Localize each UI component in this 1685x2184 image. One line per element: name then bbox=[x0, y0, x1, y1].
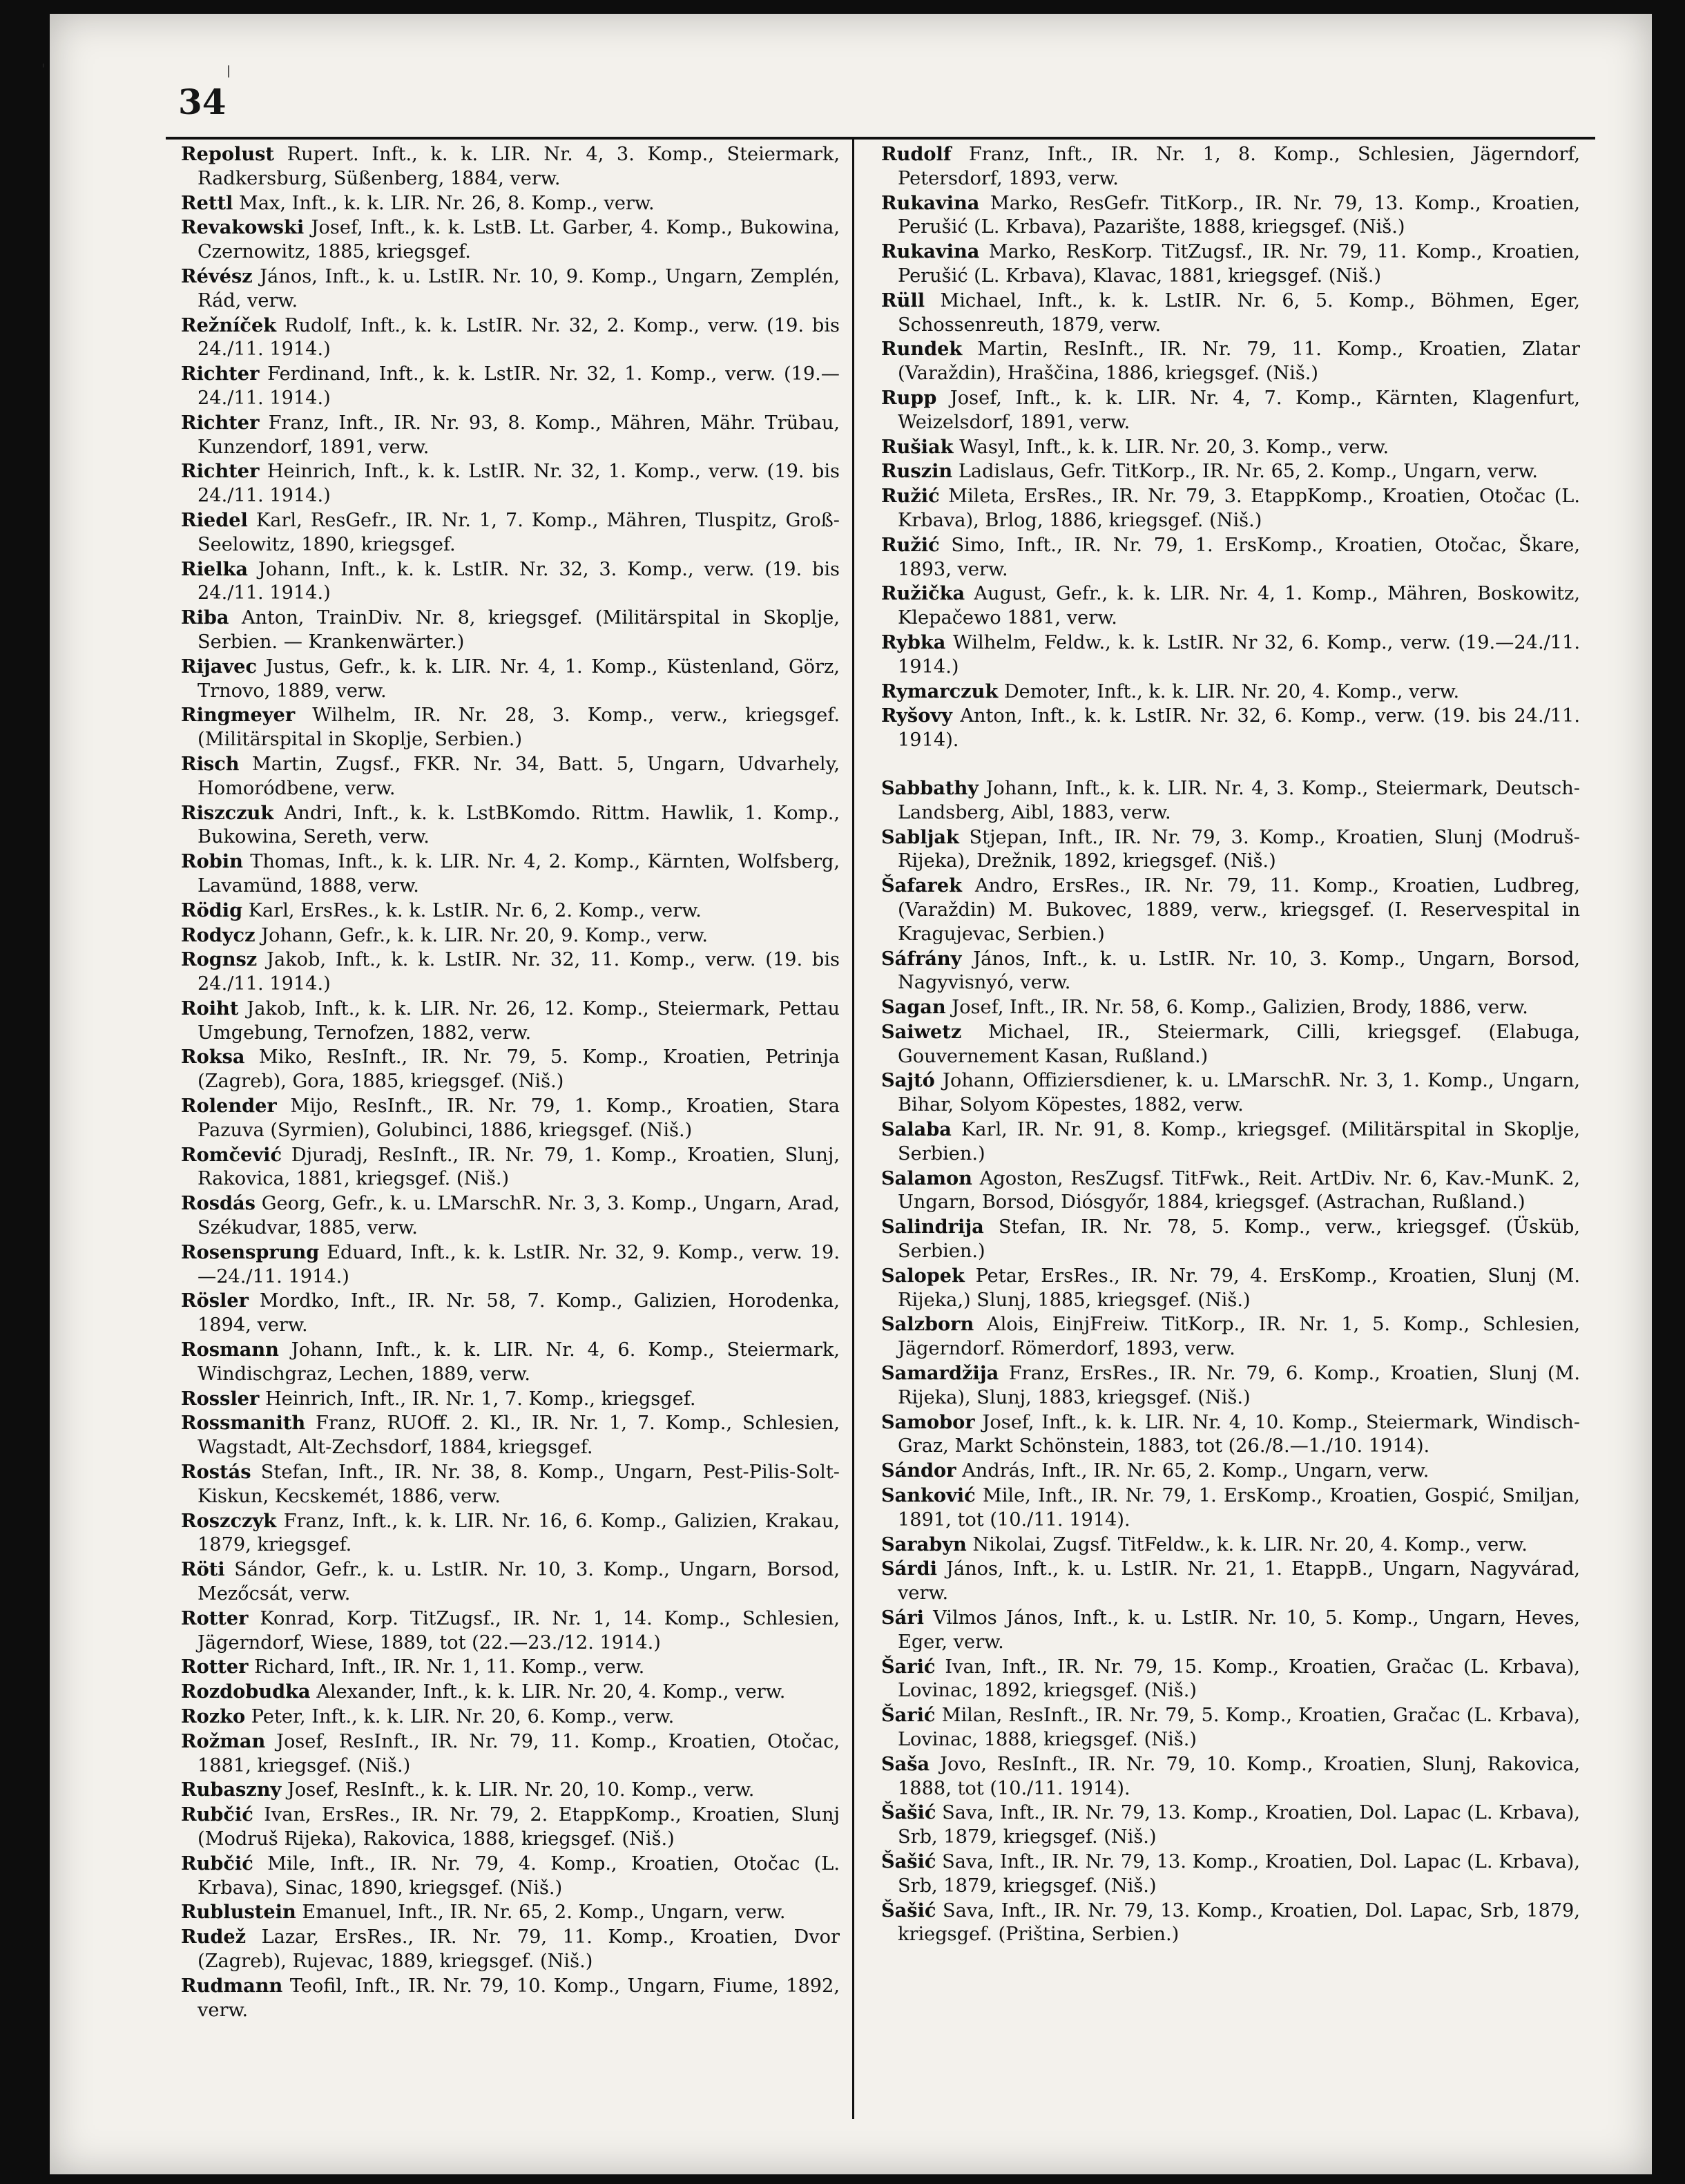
entry-surname: Rozdobudka bbox=[181, 1680, 311, 1703]
entry-details: Jakob, Inft., k. k. LIR. Nr. 26, 12. Komp., Steiermark, Pettau Umgebung, Ternofzen, 1882, verw. bbox=[198, 997, 840, 1044]
entry-surname: Sabljak bbox=[881, 825, 959, 848]
right-column-r-entries bbox=[881, 142, 1580, 753]
register-entry bbox=[881, 459, 1580, 484]
register-entry bbox=[181, 1094, 840, 1143]
entry-surname: Rognsz bbox=[181, 948, 258, 971]
entry-details: Agoston, ResZugsf. TitFwk., Reit. ArtDiv. Nr. 6, Kav.-MunK. 2, Ungarn, Borsod, Diósgyőr, 1884, kriegsgef. (Astrachan, Rußland.) bbox=[898, 1167, 1580, 1214]
entry-details: Djuradj, ResInft., IR. Nr. 79, 1. Komp., Kroatien, Slunj, Rakovica, 1881, kriegsgef. (Niš.) bbox=[198, 1144, 840, 1190]
register-entry bbox=[181, 1778, 840, 1803]
entry-details: Josef, Inft., k. k. LstB. Lt. Garber, 4. Komp., Bukowina, Czernowitz, 1885, kriegsgef. bbox=[198, 217, 840, 263]
register-entry bbox=[881, 947, 1580, 996]
entry-details: Johann, Inft., k. k. LIR. Nr. 4, 3. Komp., Steiermark, Deutsch-Landsberg, Aibl, 1883, verw. bbox=[898, 777, 1580, 823]
register-entry bbox=[181, 142, 840, 191]
register-entry bbox=[881, 825, 1580, 874]
entry-details: Andro, ErsRes., IR. Nr. 79, 11. Komp., Kroatien, Ludbreg, (Varaždin) M. Bukovec, 1889, verw., kriegsgef. (I. Reservespital in Kragujevac, Serbien.) bbox=[898, 875, 1580, 945]
register-entry bbox=[181, 557, 840, 606]
register-entry bbox=[181, 606, 840, 655]
left-column bbox=[181, 142, 840, 2022]
entry-details: Marko, ResKorp. TitZugsf., IR. Nr. 79, 11. Komp., Kroatien, Perušić (L. Krbava), Klavac, 1881, kriegsgef. (Niš.) bbox=[898, 241, 1580, 287]
entry-surname: Rybka bbox=[881, 631, 946, 653]
entry-surname: Rubaszny bbox=[181, 1779, 282, 1801]
entry-surname: Sári bbox=[881, 1607, 924, 1629]
entry-surname: Ružička bbox=[881, 582, 965, 605]
register-entry bbox=[881, 1215, 1580, 1264]
entry-surname: Rösler bbox=[181, 1290, 249, 1312]
entry-surname: Riedel bbox=[181, 508, 248, 531]
entry-details: Heinrich, Inft., IR. Nr. 1, 7. Komp., kriegsgef. bbox=[259, 1388, 696, 1410]
entry-details: Karl, ErsRes., k. k. LstIR. Nr. 6, 2. Komp., verw. bbox=[242, 899, 702, 921]
register-entry bbox=[181, 1338, 840, 1387]
register-entry bbox=[181, 314, 840, 363]
register-entry bbox=[881, 1703, 1580, 1752]
register-entry bbox=[881, 874, 1580, 946]
register-entry bbox=[881, 776, 1580, 825]
entry-details: Mijo, ResInft., IR. Nr. 79, 1. Komp., Kroatien, Stara Pazuva (Syrmien), Golubinci, 1886, kriegsgef. (Niš.) bbox=[198, 1095, 840, 1141]
register-entry bbox=[181, 1387, 840, 1412]
entry-details: András, Inft., IR. Nr. 65, 2. Komp., Ungarn, verw. bbox=[956, 1460, 1429, 1482]
entry-details: Mile, Inft., IR. Nr. 79, 1. ErsKomp., Kroatien, Gospić, Smiljan, 1891, tot (10./11. 1914). bbox=[898, 1485, 1580, 1531]
register-entry bbox=[881, 995, 1580, 1020]
entry-details: Stefan, IR. Nr. 78, 5. Komp., verw., kriegsgef. (Üsküb, Serbien.) bbox=[898, 1216, 1580, 1263]
entry-details: Milan, ResInft., IR. Nr. 79, 5. Komp., Kroatien, Gračac (L. Krbava), Lovinac, 1888, kriegsgef. (Niš.) bbox=[898, 1705, 1580, 1750]
entry-surname: Sanković bbox=[881, 1484, 976, 1507]
entry-surname: Salamon bbox=[881, 1167, 972, 1189]
entry-surname: Rublustein bbox=[181, 1901, 296, 1924]
entry-details: Demoter, Inft., k. k. LIR. Nr. 20, 4. Komp., verw. bbox=[998, 680, 1460, 702]
entry-details: Johann, Inft., k. k. LstIR. Nr. 32, 3. Komp., verw. (19. bis 24./11. 1914.) bbox=[198, 558, 840, 604]
register-entry bbox=[881, 1557, 1580, 1606]
register-entry bbox=[881, 240, 1580, 289]
register-entry bbox=[181, 215, 840, 265]
entry-surname: Salopek bbox=[881, 1264, 965, 1287]
register-entry bbox=[881, 1459, 1580, 1484]
entry-details: Lazar, ErsRes., IR. Nr. 79, 11. Komp., Kroatien, Dvor (Zagreb), Rujevac, 1889, kriegsgef. (Niš.) bbox=[198, 1926, 840, 1972]
entry-details: Martin, Zugsf., FKR. Nr. 34, Batt. 5, Ungarn, Udvarhely, Homoródbene, verw. bbox=[198, 753, 840, 799]
entry-details: Thomas, Inft., k. k. LIR. Nr. 4, 2. Komp., Kärnten, Wolfsberg, Lavamünd, 1888, verw. bbox=[198, 851, 840, 897]
register-entry bbox=[881, 582, 1580, 631]
register-entry bbox=[181, 265, 840, 314]
register-entry bbox=[881, 1069, 1580, 1118]
register-entry bbox=[881, 1899, 1580, 1948]
register-entry bbox=[181, 1558, 840, 1607]
entry-details: Mordko, Inft., IR. Nr. 58, 7. Komp., Galizien, Horodenka, 1894, verw. bbox=[198, 1290, 840, 1337]
entry-surname: Rudež bbox=[181, 1926, 247, 1948]
entry-details: Josef, ResInft., IR. Nr. 79, 11. Komp., Kroatien, Otočac, 1881, kriegsgef. (Niš.) bbox=[198, 1730, 840, 1776]
entry-surname: Roszczyk bbox=[181, 1509, 277, 1532]
entry-surname: Riszczuk bbox=[181, 801, 274, 824]
register-entry bbox=[181, 1730, 840, 1779]
entry-details: Franz, Inft., k. k. LIR. Nr. 16, 6. Komp., Galizien, Krakau, 1879, kriegsgef. bbox=[198, 1510, 840, 1556]
register-entry bbox=[181, 508, 840, 557]
register-entry bbox=[181, 1655, 840, 1680]
register-entry bbox=[881, 1655, 1580, 1704]
entry-surname: Repolust bbox=[181, 143, 274, 165]
entry-surname: Rossler bbox=[181, 1387, 260, 1410]
scan-speck: ' bbox=[41, 61, 46, 77]
entry-surname: Sabbathy bbox=[881, 776, 979, 799]
register-entry bbox=[181, 1925, 840, 1974]
register-entry bbox=[881, 289, 1580, 338]
entry-details: Alexander, Inft., k. k. LIR. Nr. 20, 4. Komp., verw. bbox=[310, 1681, 786, 1703]
entry-details: Johann, Inft., k. k. LIR. Nr. 4, 6. Komp., Steiermark, Windischgraz, Lechen, 1889, verw. bbox=[198, 1339, 840, 1385]
entry-details: Michael, IR., Steiermark, Cilli, kriegsgef. (Elabuga, Gouvernement Kasan, Rußland.) bbox=[898, 1021, 1580, 1067]
entry-details: Justus, Gefr., k. k. LIR. Nr. 4, 1. Komp., Küstenland, Görz, Trnovo, 1889, verw. bbox=[198, 655, 840, 702]
entry-details: Simo, Inft., IR. Nr. 79, 1. ErsKomp., Kroatien, Otočac, Škare, 1893, verw. bbox=[898, 534, 1580, 580]
register-entry bbox=[181, 1509, 840, 1558]
entry-surname: Rymarczuk bbox=[881, 680, 999, 702]
register-entry bbox=[181, 1974, 840, 2023]
entry-surname: Risch bbox=[181, 752, 240, 775]
entry-surname: Rosmann bbox=[181, 1339, 279, 1361]
entry-surname: Rupp bbox=[881, 386, 937, 409]
register-entry bbox=[181, 997, 840, 1046]
entry-details: August, Gefr., k. k. LIR. Nr. 4, 1. Komp., Mähren, Boskowitz, Klepačewo 1881, verw. bbox=[898, 583, 1580, 629]
entry-surname: Richter bbox=[181, 460, 260, 483]
entry-surname: Sáfrány bbox=[881, 947, 962, 970]
register-entry bbox=[181, 459, 840, 508]
entry-surname: Rukavina bbox=[881, 240, 980, 263]
register-entry bbox=[181, 948, 840, 997]
register-entry bbox=[881, 1752, 1580, 1801]
entry-surname: Rossmanith bbox=[181, 1412, 306, 1435]
entry-surname: Rušiak bbox=[881, 435, 954, 458]
entry-surname: Ružić bbox=[881, 533, 940, 556]
entry-surname: Rodycz bbox=[181, 923, 256, 946]
entry-surname: Révész bbox=[181, 265, 253, 287]
entry-surname: Salaba bbox=[881, 1118, 952, 1141]
entry-surname: Rolender bbox=[181, 1095, 277, 1118]
entry-surname: Richter bbox=[181, 363, 260, 385]
entry-surname: Röti bbox=[181, 1558, 225, 1581]
entry-details: Josef, Inft., k. k. LIR. Nr. 4, 7. Komp., Kärnten, Klagenfurt, Weizelsdorf, 1891, verw. bbox=[898, 387, 1580, 433]
entry-surname: Rostás bbox=[181, 1461, 251, 1484]
entry-details: Richard, Inft., IR. Nr. 1, 11. Komp., verw. bbox=[248, 1656, 645, 1678]
register-entry bbox=[881, 337, 1580, 386]
entry-details: Franz, Inft., IR. Nr. 93, 8. Komp., Mähren, Mähr. Trübau, Kunzendorf, 1891, verw. bbox=[198, 412, 840, 458]
register-entry bbox=[881, 142, 1580, 191]
entry-surname: Šašić bbox=[881, 1801, 936, 1824]
right-column bbox=[881, 142, 1580, 1947]
entry-details: Teofil, Inft., IR. Nr. 79, 10. Komp., Ungarn, Fiume, 1892, verw. bbox=[198, 1975, 840, 2021]
entry-details: Rudolf, Inft., k. k. LstIR. Nr. 32, 2. Komp., verw. (19. bis 24./11. 1914.) bbox=[198, 314, 840, 361]
entry-surname: Ružić bbox=[881, 485, 940, 508]
entry-surname: Rubčić bbox=[181, 1803, 253, 1826]
entry-details: Konrad, Korp. TitZugsf., IR. Nr. 1, 14. Komp., Schlesien, Jägerndorf, Wiese, 1889, tot (22.—23./12. 1914.) bbox=[198, 1607, 840, 1654]
entry-details: János, Inft., k. u. LstIR. Nr. 21, 1. EtappB., Ungarn, Nagyvárad, verw. bbox=[898, 1558, 1580, 1605]
entry-details: János, Inft., k. u. LstIR. Nr. 10, 9. Komp., Ungarn, Zemplén, Rád, verw. bbox=[198, 265, 840, 312]
entry-details: Max, Inft., k. k. LIR. Nr. 26, 8. Komp., verw. bbox=[233, 192, 655, 214]
entry-details: Stefan, Inft., IR. Nr. 38, 8. Komp., Ungarn, Pest-Pilis-Solt-Kiskun, Kecskemét, 1886, verw. bbox=[198, 1462, 840, 1507]
register-entry bbox=[181, 850, 840, 899]
entry-details: Rupert. Inft., k. k. LIR. Nr. 4, 3. Komp., Steiermark, Radkersburg, Süßenberg, 1884, verw. bbox=[198, 144, 840, 189]
register-entry bbox=[181, 899, 840, 923]
entry-details: Ladislaus, Gefr. TitKorp., IR. Nr. 65, 2. Komp., Ungarn, verw. bbox=[952, 461, 1539, 483]
register-entry bbox=[181, 411, 840, 460]
register-entry bbox=[881, 1118, 1580, 1167]
register-entry bbox=[881, 1801, 1580, 1850]
register-entry bbox=[181, 655, 840, 704]
entry-details: Johann, Gefr., k. k. LIR. Nr. 20, 9. Komp., verw. bbox=[255, 924, 709, 946]
entry-details: Josef, Inft., k. k. LIR. Nr. 4, 10. Komp., Steiermark, Windisch-Graz, Markt Schönstein, 1883, tot (26./8.—1./10. 1914). bbox=[898, 1411, 1580, 1457]
register-entry bbox=[881, 1484, 1580, 1533]
register-entry bbox=[181, 752, 840, 801]
entry-surname: Rožman bbox=[181, 1730, 266, 1752]
entry-details: Josef, ResInft., k. k. LIR. Nr. 20, 10. Komp., verw. bbox=[281, 1779, 755, 1801]
register-entry bbox=[181, 191, 840, 216]
entry-details: Andri, Inft., k. k. LstBKomdo. Rittm. Hawlik, 1. Komp., Bukowina, Sereth, verw. bbox=[198, 802, 840, 848]
entry-surname: Salzborn bbox=[881, 1313, 974, 1336]
entry-details: Nikolai, Zugsf. TitFeldw., k. k. LIR. Nr. 20, 4. Komp., verw. bbox=[966, 1533, 1528, 1555]
register-entry bbox=[881, 1361, 1580, 1410]
entry-details: Eduard, Inft., k. k. LstIR. Nr. 32, 9. Komp., verw. 19.—24./11. 1914.) bbox=[198, 1241, 840, 1287]
register-entry bbox=[181, 1803, 840, 1852]
entry-details: Peter, Inft., k. k. LIR. Nr. 20, 6. Komp., verw. bbox=[245, 1706, 675, 1727]
entry-surname: Rozko bbox=[181, 1705, 246, 1727]
register-entry bbox=[881, 1850, 1580, 1899]
entry-surname: Rosensprung bbox=[181, 1241, 320, 1263]
entry-details: Josef, Inft., IR. Nr. 58, 6. Komp., Galizien, Brody, 1886, verw. bbox=[945, 997, 1528, 1019]
entry-surname: Šarić bbox=[881, 1655, 936, 1678]
register-entry bbox=[181, 1045, 840, 1094]
entry-surname: Saiwetz bbox=[881, 1020, 962, 1043]
register-entry bbox=[881, 484, 1580, 533]
register-entry bbox=[181, 1460, 840, 1509]
entry-surname: Rödig bbox=[181, 899, 243, 921]
register-entry bbox=[881, 1312, 1580, 1361]
entry-surname: Samobor bbox=[881, 1410, 975, 1433]
entry-details: Franz, Inft., IR. Nr. 1, 8. Komp., Schlesien, Jägerndorf, Petersdorf, 1893, verw. bbox=[898, 144, 1580, 189]
entry-details: Alois, EinjFreiw. TitKorp., IR. Nr. 1, 5. Komp., Schlesien, Jägerndorf. Römerdorf, 1893, verw. bbox=[898, 1314, 1580, 1360]
entry-surname: Ryšovy bbox=[881, 705, 952, 727]
entry-details: Franz, ErsRes., IR. Nr. 79, 6. Komp., Kroatien, Slunj (M. Rijeka), Slunj, 1883, kriegsgef. (Niš.) bbox=[898, 1363, 1580, 1408]
entry-surname: Rudolf bbox=[881, 143, 952, 165]
entry-surname: Saša bbox=[881, 1752, 930, 1775]
entry-details: Wasyl, Inft., k. k. LIR. Nr. 20, 3. Komp., verw. bbox=[953, 436, 1389, 458]
entry-surname: Rüll bbox=[881, 289, 925, 312]
entry-surname: Šafarek bbox=[881, 874, 963, 897]
column-divider bbox=[852, 137, 854, 2119]
entry-surname: Rotter bbox=[181, 1656, 249, 1678]
page-number: 34 bbox=[178, 82, 227, 122]
entry-surname: Ruszin bbox=[881, 460, 953, 483]
entry-details: Petar, ErsRes., IR. Nr. 79, 4. ErsKomp., Kroatien, Slunj (M. Rijeka,) Slunj, 1885, kriegsgef. (Niš.) bbox=[898, 1265, 1580, 1311]
entry-details: Karl, IR. Nr. 91, 8. Komp., kriegsgef. (Militärspital in Skoplje, Serbien.) bbox=[898, 1119, 1580, 1165]
entry-details: Marko, ResGefr. TitKorp., IR. Nr. 79, 13. Komp., Kroatien, Perušić (L. Krbava), Pazarište, 1888, kriegsgef. (Niš.) bbox=[898, 192, 1580, 238]
scan-speck: | bbox=[227, 64, 231, 78]
entry-surname: Rubčić bbox=[181, 1852, 253, 1875]
entry-details: Martin, ResInft., IR. Nr. 79, 11. Komp., Kroatien, Zlatar (Varaždin), Hraščina, 1886, kriegsgef. (Niš.) bbox=[898, 338, 1580, 385]
entry-details: Sava, Inft., IR. Nr. 79, 13. Komp., Kroatien, Dol. Lapac (L. Krbava), Srb, 1879, kriegsgef. (Niš.) bbox=[898, 1850, 1580, 1897]
entry-details: Georg, Gefr., k. u. LMarschR. Nr. 3, 3. Komp., Ungarn, Arad, Székudvar, 1885, verw. bbox=[198, 1193, 840, 1239]
entry-surname: Salindrija bbox=[881, 1216, 984, 1238]
entry-surname: Robin bbox=[181, 850, 243, 873]
entry-details: Sándor, Gefr., k. u. LstIR. Nr. 10, 3. Komp., Ungarn, Borsod, Mezőcsát, verw. bbox=[198, 1559, 840, 1605]
register-entry bbox=[881, 1606, 1580, 1655]
register-entry bbox=[881, 631, 1580, 680]
entry-surname: Šašić bbox=[881, 1899, 936, 1922]
entry-details: Wilhelm, Feldw., k. k. LstIR. Nr 32, 6. Komp., verw. (19.—24./11. 1914.) bbox=[898, 631, 1580, 678]
entry-details: Sava, Inft., IR. Nr. 79, 13. Komp., Kroatien, Dol. Lapac, Srb, 1879, kriegsgef. (Priština, Serbien.) bbox=[898, 1899, 1580, 1946]
entry-surname: Rielka bbox=[181, 557, 249, 580]
register-entry bbox=[881, 533, 1580, 582]
entry-surname: Režníček bbox=[181, 314, 277, 336]
entry-surname: Roksa bbox=[181, 1046, 245, 1069]
register-entry bbox=[881, 1533, 1580, 1558]
entry-surname: Sándor bbox=[881, 1459, 956, 1482]
entry-surname: Ringmeyer bbox=[181, 704, 296, 727]
entry-details: Sava, Inft., IR. Nr. 79, 13. Komp., Kroatien, Dol. Lapac (L. Krbava), Srb, 1879, kriegsgef. (Niš.) bbox=[898, 1802, 1580, 1848]
entry-details: Miko, ResInft., IR. Nr. 79, 5. Komp., Kroatien, Petrinja (Zagreb), Gora, 1885, kriegsgef. (Niš.) bbox=[198, 1046, 840, 1093]
section-gap bbox=[881, 753, 1580, 776]
entry-surname: Sarabyn bbox=[881, 1533, 967, 1555]
register-entry bbox=[181, 1852, 840, 1901]
entry-surname: Rosdás bbox=[181, 1192, 256, 1215]
register-entry bbox=[881, 704, 1580, 753]
register-entry bbox=[181, 923, 840, 948]
register-entry bbox=[181, 1191, 840, 1241]
entry-surname: Šarić bbox=[881, 1704, 936, 1727]
entry-surname: Roiht bbox=[181, 997, 239, 1019]
entry-details: Emanuel, Inft., IR. Nr. 65, 2. Komp., Ungarn, verw. bbox=[296, 1902, 786, 1924]
entry-details: Heinrich, Inft., k. k. LstIR. Nr. 32, 1. Komp., verw. (19. bis 24./11. 1914.) bbox=[198, 461, 840, 507]
register-entry bbox=[181, 1143, 840, 1192]
register-entry bbox=[181, 1289, 840, 1338]
register-entry bbox=[181, 362, 840, 411]
entry-details: Wilhelm, IR. Nr. 28, 3. Komp., verw., kriegsgef. (Militärspital in Skoplje, Serbien.) bbox=[198, 705, 840, 751]
entry-details: János, Inft., k. u. LstIR. Nr. 10, 3. Komp., Ungarn, Borsod, Nagyvisnyó, verw. bbox=[898, 948, 1580, 994]
entry-surname: Romčević bbox=[181, 1143, 282, 1166]
register-entry bbox=[881, 1264, 1580, 1313]
header-rule bbox=[166, 137, 1595, 140]
register-entry bbox=[181, 1705, 840, 1730]
register-entry bbox=[881, 191, 1580, 240]
register-entry bbox=[181, 1680, 840, 1705]
register-entry bbox=[881, 1020, 1580, 1069]
entry-details: Vilmos János, Inft., k. u. LstIR. Nr. 10, 5. Komp., Ungarn, Heves, Eger, verw. bbox=[898, 1607, 1580, 1653]
entry-details: Ivan, Inft., IR. Nr. 79, 15. Komp., Kroatien, Gračac (L. Krbava), Lovinac, 1892, kriegsgef. (Niš.) bbox=[898, 1656, 1580, 1702]
entry-surname: Rotter bbox=[181, 1607, 249, 1629]
entry-details: Ferdinand, Inft., k. k. LstIR. Nr. 32, 1. Komp., verw. (19.—24./11. 1914.) bbox=[198, 363, 840, 409]
entry-details: Mileta, ErsRes., IR. Nr. 79, 3. EtappKomp., Kroatien, Otočac (L. Krbava), Brlog, 1886, kriegsgef. (Niš.) bbox=[898, 486, 1580, 531]
register-entry bbox=[181, 703, 840, 752]
entry-surname: Samardžija bbox=[881, 1362, 999, 1385]
entry-surname: Rukavina bbox=[881, 191, 980, 214]
register-entry bbox=[881, 680, 1580, 705]
register-entry bbox=[181, 1411, 840, 1460]
entry-surname: Sajtó bbox=[881, 1069, 935, 1092]
entry-details: Mile, Inft., IR. Nr. 79, 4. Komp., Kroatien, Otočac (L. Krbava), Sinac, 1890, kriegsgef. (Niš.) bbox=[198, 1852, 840, 1899]
entry-surname: Rundek bbox=[881, 338, 963, 361]
register-entry bbox=[181, 801, 840, 850]
register-entry bbox=[181, 1900, 840, 1925]
entry-surname: Revakowski bbox=[181, 216, 305, 239]
entry-surname: Rettl bbox=[181, 191, 233, 214]
entry-details: Anton, Inft., k. k. LstIR. Nr. 32, 6. Komp., verw. (19. bis 24./11. 1914). bbox=[898, 705, 1580, 751]
register-entry bbox=[881, 386, 1580, 435]
register-entry bbox=[881, 1167, 1580, 1216]
register-entry bbox=[181, 1241, 840, 1290]
entry-surname: Sagan bbox=[881, 996, 946, 1019]
entry-details: Ivan, ErsRes., IR. Nr. 79, 2. EtappKomp., Kroatien, Slunj (Modruš Rijeka), Rakovica, 1888, kriegsgef. (Niš.) bbox=[198, 1804, 840, 1850]
register-entry bbox=[881, 435, 1580, 460]
entry-surname: Riba bbox=[181, 606, 229, 629]
entry-surname: Sárdi bbox=[881, 1558, 937, 1580]
entry-surname: Richter bbox=[181, 411, 260, 434]
entry-details: Franz, RUOff. 2. Kl., IR. Nr. 1, 7. Komp., Schlesien, Wagstadt, Alt-Zechsdorf, 1884, kriegsgef. bbox=[198, 1412, 840, 1459]
entry-details: Johann, Offiziersdiener, k. u. LMarschR. Nr. 3, 1. Komp., Ungarn, Bihar, Solyom Köpestes, 1882, verw. bbox=[898, 1070, 1580, 1116]
entry-details: Anton, TrainDiv. Nr. 8, kriegsgef. (Militärspital in Skoplje, Serbien. — Krankenwärter.) bbox=[198, 607, 840, 653]
entry-details: Jovo, ResInft., IR. Nr. 79, 10. Komp., Kroatien, Slunj, Rakovica, 1888, tot (10./11. 1914). bbox=[898, 1753, 1580, 1799]
entry-surname: Rudmann bbox=[181, 1974, 283, 1997]
entry-surname: Šašić bbox=[881, 1850, 936, 1872]
entry-details: Karl, ResGefr., IR. Nr. 1, 7. Komp., Mähren, Tluspitz, Groß-Seelowitz, 1890, kriegsgef. bbox=[198, 509, 840, 555]
right-column-s-entries bbox=[881, 776, 1580, 1947]
entry-details: Stjepan, Inft., IR. Nr. 79, 3. Komp., Kroatien, Slunj (Modruš-Rijeka), Drežnik, 1892, kriegsgef. (Niš.) bbox=[898, 826, 1580, 872]
register-entry bbox=[181, 1607, 840, 1656]
register-entry bbox=[881, 1410, 1580, 1459]
entry-details: Jakob, Inft., k. k. LstIR. Nr. 32, 11. Komp., verw. (19. bis 24./11. 1914.) bbox=[198, 949, 840, 995]
entry-details: Michael, Inft., k. k. LstIR. Nr. 6, 5. Komp., Böhmen, Eger, Schossenreuth, 1879, verw. bbox=[898, 289, 1580, 336]
entry-surname: Rijavec bbox=[181, 655, 258, 678]
